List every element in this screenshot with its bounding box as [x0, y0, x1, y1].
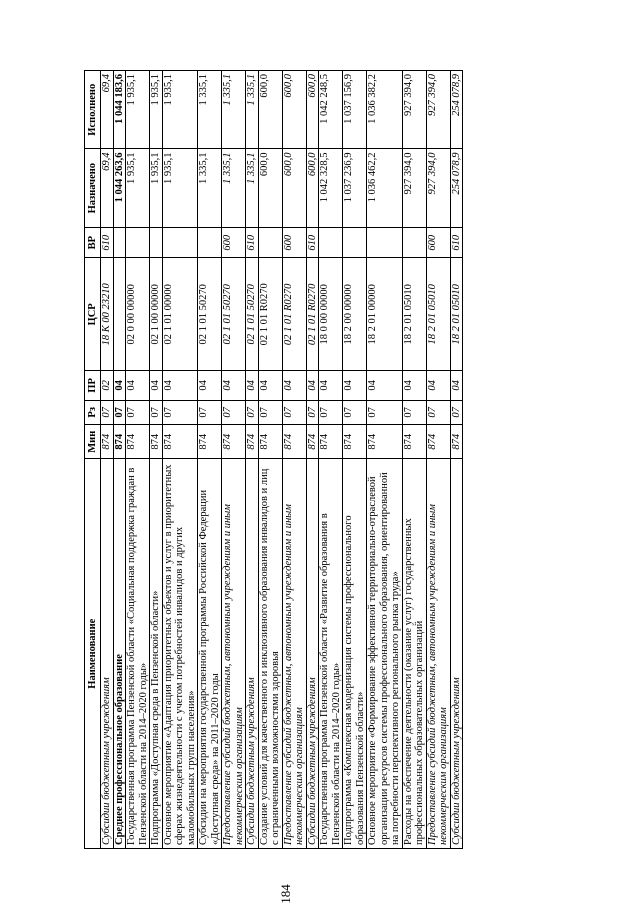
table-row: [113, 71, 126, 849]
cell-rz: 07: [306, 400, 319, 425]
cell-name: Государственная программа Пензенской области «Социальная поддержка граждан в Пензенской области на 2014–2020 годы»: [126, 459, 150, 849]
cell-pr: 04: [246, 371, 259, 400]
cell-rz: 07: [126, 400, 150, 425]
cell-min: 874: [222, 425, 246, 459]
cell-csr: 02 1 01 R0270: [282, 258, 306, 371]
cell-naznacheno: 1 036 462,2: [367, 149, 403, 227]
table-row: [319, 71, 343, 849]
cell-vr: 610: [450, 227, 463, 258]
cell-csr: 18 2 01 05010: [426, 258, 450, 371]
cell-csr: 02 1 01 50270: [222, 258, 246, 371]
cell-name: Предоставление субсидий бюджетным, автономным учреждениям и иным некоммерческим организациям: [282, 459, 306, 849]
cell-vr: [113, 227, 126, 258]
cell-name: Субсидии бюджетным учреждениям: [306, 459, 319, 849]
cell-name: Субсидии бюджетным учреждениям: [246, 459, 259, 849]
cell-naznacheno: 1 935,1: [150, 149, 163, 227]
cell-rz: 07: [402, 400, 426, 425]
cell-rz: 07: [367, 400, 403, 425]
cell-vr: [367, 227, 403, 258]
table-row: [258, 71, 282, 849]
cell-pr: 04: [367, 371, 403, 400]
cell-csr: 02 1 00 00000: [150, 258, 163, 371]
table-row: [150, 71, 163, 849]
cell-rz: 07: [101, 400, 114, 425]
cell-naznacheno: 1 335,1: [246, 149, 259, 227]
cell-rz: 07: [198, 400, 222, 425]
cell-min: 874: [198, 425, 222, 459]
cell-ispolneno: 927 394,0: [426, 71, 450, 149]
budget-table: [84, 70, 463, 849]
cell-ispolneno: 1 935,1: [150, 71, 163, 149]
cell-rz: 07: [246, 400, 259, 425]
header-min: Мин: [85, 425, 101, 459]
cell-ispolneno: 1 042 248,5: [319, 71, 343, 149]
table-row: [126, 71, 150, 849]
cell-ispolneno: 1 335,1: [246, 71, 259, 149]
cell-vr: [150, 227, 163, 258]
cell-naznacheno: 927 394,0: [426, 149, 450, 227]
cell-name: Предоставление субсидий бюджетным, автономным учреждениям и иным некоммерческим организациям: [222, 459, 246, 849]
cell-min: 874: [367, 425, 403, 459]
cell-rz: 07: [450, 400, 463, 425]
cell-ispolneno: 1 036 382,2: [367, 71, 403, 149]
cell-pr: 04: [426, 371, 450, 400]
cell-pr: 04: [162, 371, 198, 400]
cell-csr: 18 2 01 05010: [402, 258, 426, 371]
cell-pr: 04: [258, 371, 282, 400]
cell-csr: 18 0 00 00000: [319, 258, 343, 371]
cell-csr: 02 1 01 50270: [246, 258, 259, 371]
cell-pr: 02: [101, 371, 114, 400]
cell-pr: 04: [282, 371, 306, 400]
cell-vr: 610: [306, 227, 319, 258]
cell-pr: 04: [343, 371, 367, 400]
cell-name: Подпрограмма «Комплексная модернизация системы профессионального образования Пензенской области»: [343, 459, 367, 849]
cell-min: 874: [343, 425, 367, 459]
header-rz: Рз: [85, 400, 101, 425]
cell-name: Основное мероприятие «Формирование эффективной территориально-отраслевой организации ресурсов системы профессионального образования, ориентированной на потребности перспективного регионального рынка труда»: [367, 459, 403, 849]
cell-csr: 18 2 00 00000: [343, 258, 367, 371]
table-row: [101, 71, 114, 849]
cell-ispolneno: 927 394,0: [402, 71, 426, 149]
cell-csr: 02 1 01 R0270: [306, 258, 319, 371]
cell-name: Субсидии бюджетным учреждениям: [101, 459, 114, 849]
cell-ispolneno: 1 037 156,9: [343, 71, 367, 149]
table-row: [426, 71, 450, 849]
cell-min: 874: [101, 425, 114, 459]
cell-vr: 610: [101, 227, 114, 258]
header-csr: ЦСР: [85, 258, 101, 371]
cell-pr: 04: [450, 371, 463, 400]
cell-csr: 02 1 01 R0270: [258, 258, 282, 371]
cell-pr: 04: [319, 371, 343, 400]
cell-name: Подпрограмма «Доступная среда в Пензенской области»: [150, 459, 163, 849]
cell-vr: [343, 227, 367, 258]
cell-pr: 04: [402, 371, 426, 400]
cell-pr: 04: [113, 371, 126, 400]
cell-naznacheno: 1 335,1: [222, 149, 246, 227]
cell-min: 874: [402, 425, 426, 459]
cell-vr: 610: [246, 227, 259, 258]
cell-naznacheno: 69,4: [101, 149, 114, 227]
cell-ispolneno: 1 935,1: [126, 71, 150, 149]
cell-min: 874: [126, 425, 150, 459]
cell-rz: 07: [162, 400, 198, 425]
rotated-table-container: [84, 70, 544, 849]
cell-rz: 07: [343, 400, 367, 425]
cell-name: Предоставление субсидий бюджетным, автономным учреждениям и иным некоммерческим организациям: [426, 459, 450, 849]
cell-ispolneno: 1 335,1: [222, 71, 246, 149]
cell-vr: 600: [426, 227, 450, 258]
cell-name: Основное мероприятие «Адаптация приоритетных объектов и услуг в приоритетных сферах жизнедеятельности с учетом потребностей инвалидов и других маломобильных групп населения»: [162, 459, 198, 849]
cell-naznacheno: 600,0: [258, 149, 282, 227]
cell-rz: 07: [282, 400, 306, 425]
cell-vr: [126, 227, 150, 258]
cell-min: 874: [450, 425, 463, 459]
cell-naznacheno: 254 078,9: [450, 149, 463, 227]
cell-ispolneno: 1 335,1: [198, 71, 222, 149]
cell-ispolneno: 254 078,9: [450, 71, 463, 149]
cell-ispolneno: 69,4: [101, 71, 114, 149]
cell-pr: 04: [126, 371, 150, 400]
cell-naznacheno: 600,0: [306, 149, 319, 227]
header-pr: ПР: [85, 371, 101, 400]
cell-min: 874: [319, 425, 343, 459]
header-naznacheno: Назначено: [85, 149, 101, 227]
cell-rz: 07: [113, 400, 126, 425]
cell-ispolneno: 1 044 183,6: [113, 71, 126, 149]
cell-vr: [162, 227, 198, 258]
table-row: [162, 71, 198, 849]
cell-pr: 04: [222, 371, 246, 400]
table-row: [402, 71, 426, 849]
cell-min: 874: [258, 425, 282, 459]
cell-csr: 18 2 01 00000: [367, 258, 403, 371]
cell-name: Создание условий для качественного и инклюзивного образования инвалидов и лиц с ограниченными возможностями здоровья: [258, 459, 282, 849]
cell-name: Субсидии на мероприятия государственной программы Российской Федерации «Доступная среда» на 2011–2020 годы: [198, 459, 222, 849]
cell-name: Среднее профессиональное образование: [113, 459, 126, 849]
cell-naznacheno: 1 335,1: [198, 149, 222, 227]
cell-min: 874: [150, 425, 163, 459]
header-name: Наименование: [85, 459, 101, 849]
cell-csr: 02 0 00 00000: [126, 258, 150, 371]
cell-vr: [402, 227, 426, 258]
cell-ispolneno: 600,0: [258, 71, 282, 149]
cell-pr: 04: [150, 371, 163, 400]
cell-min: 874: [162, 425, 198, 459]
cell-pr: 04: [198, 371, 222, 400]
cell-naznacheno: 1 042 328,5: [319, 149, 343, 227]
cell-vr: [198, 227, 222, 258]
cell-min: 874: [426, 425, 450, 459]
table-row: [282, 71, 306, 849]
cell-vr: 600: [282, 227, 306, 258]
table-row: [367, 71, 403, 849]
cell-pr: 04: [306, 371, 319, 400]
cell-naznacheno: 1 044 263,6: [113, 149, 126, 227]
cell-min: 874: [282, 425, 306, 459]
cell-name: Субсидии бюджетным учреждениям: [450, 459, 463, 849]
cell-csr: 02 1 01 50270: [198, 258, 222, 371]
cell-naznacheno: 600,0: [282, 149, 306, 227]
cell-naznacheno: 1 935,1: [162, 149, 198, 227]
table-header-row: [85, 71, 101, 849]
cell-ispolneno: 600,0: [306, 71, 319, 149]
cell-rz: 07: [258, 400, 282, 425]
cell-csr: 18 К 00 23210: [101, 258, 114, 371]
cell-rz: 07: [222, 400, 246, 425]
cell-min: 874: [306, 425, 319, 459]
cell-rz: 07: [319, 400, 343, 425]
cell-ispolneno: 600,0: [282, 71, 306, 149]
header-ispolneno: Исполнено: [85, 71, 101, 149]
cell-vr: [319, 227, 343, 258]
header-vr: ВР: [85, 227, 101, 258]
cell-naznacheno: 1 037 236,9: [343, 149, 367, 227]
cell-rz: 07: [150, 400, 163, 425]
cell-name: Расходы на обеспечение деятельности (оказание услуг) государственных профессиональных образовательных организаций: [402, 459, 426, 849]
cell-csr: 18 2 01 05010: [450, 258, 463, 371]
cell-csr: [113, 258, 126, 371]
table-row: [246, 71, 259, 849]
cell-naznacheno: 927 394,0: [402, 149, 426, 227]
cell-min: 874: [113, 425, 126, 459]
table-row: [450, 71, 463, 849]
cell-ispolneno: 1 935,1: [162, 71, 198, 149]
page-number: 184: [278, 884, 293, 904]
cell-min: 874: [246, 425, 259, 459]
cell-csr: 02 1 01 00000: [162, 258, 198, 371]
cell-naznacheno: 1 935,1: [126, 149, 150, 227]
table-row: [198, 71, 222, 849]
cell-name: Государственная программа Пензенской области «Развитие образования в Пензенской области на 2014–2020 годы»: [319, 459, 343, 849]
table-row: [306, 71, 319, 849]
table-row: [222, 71, 246, 849]
cell-vr: [258, 227, 282, 258]
table-row: [343, 71, 367, 849]
cell-vr: 600: [222, 227, 246, 258]
cell-rz: 07: [426, 400, 450, 425]
